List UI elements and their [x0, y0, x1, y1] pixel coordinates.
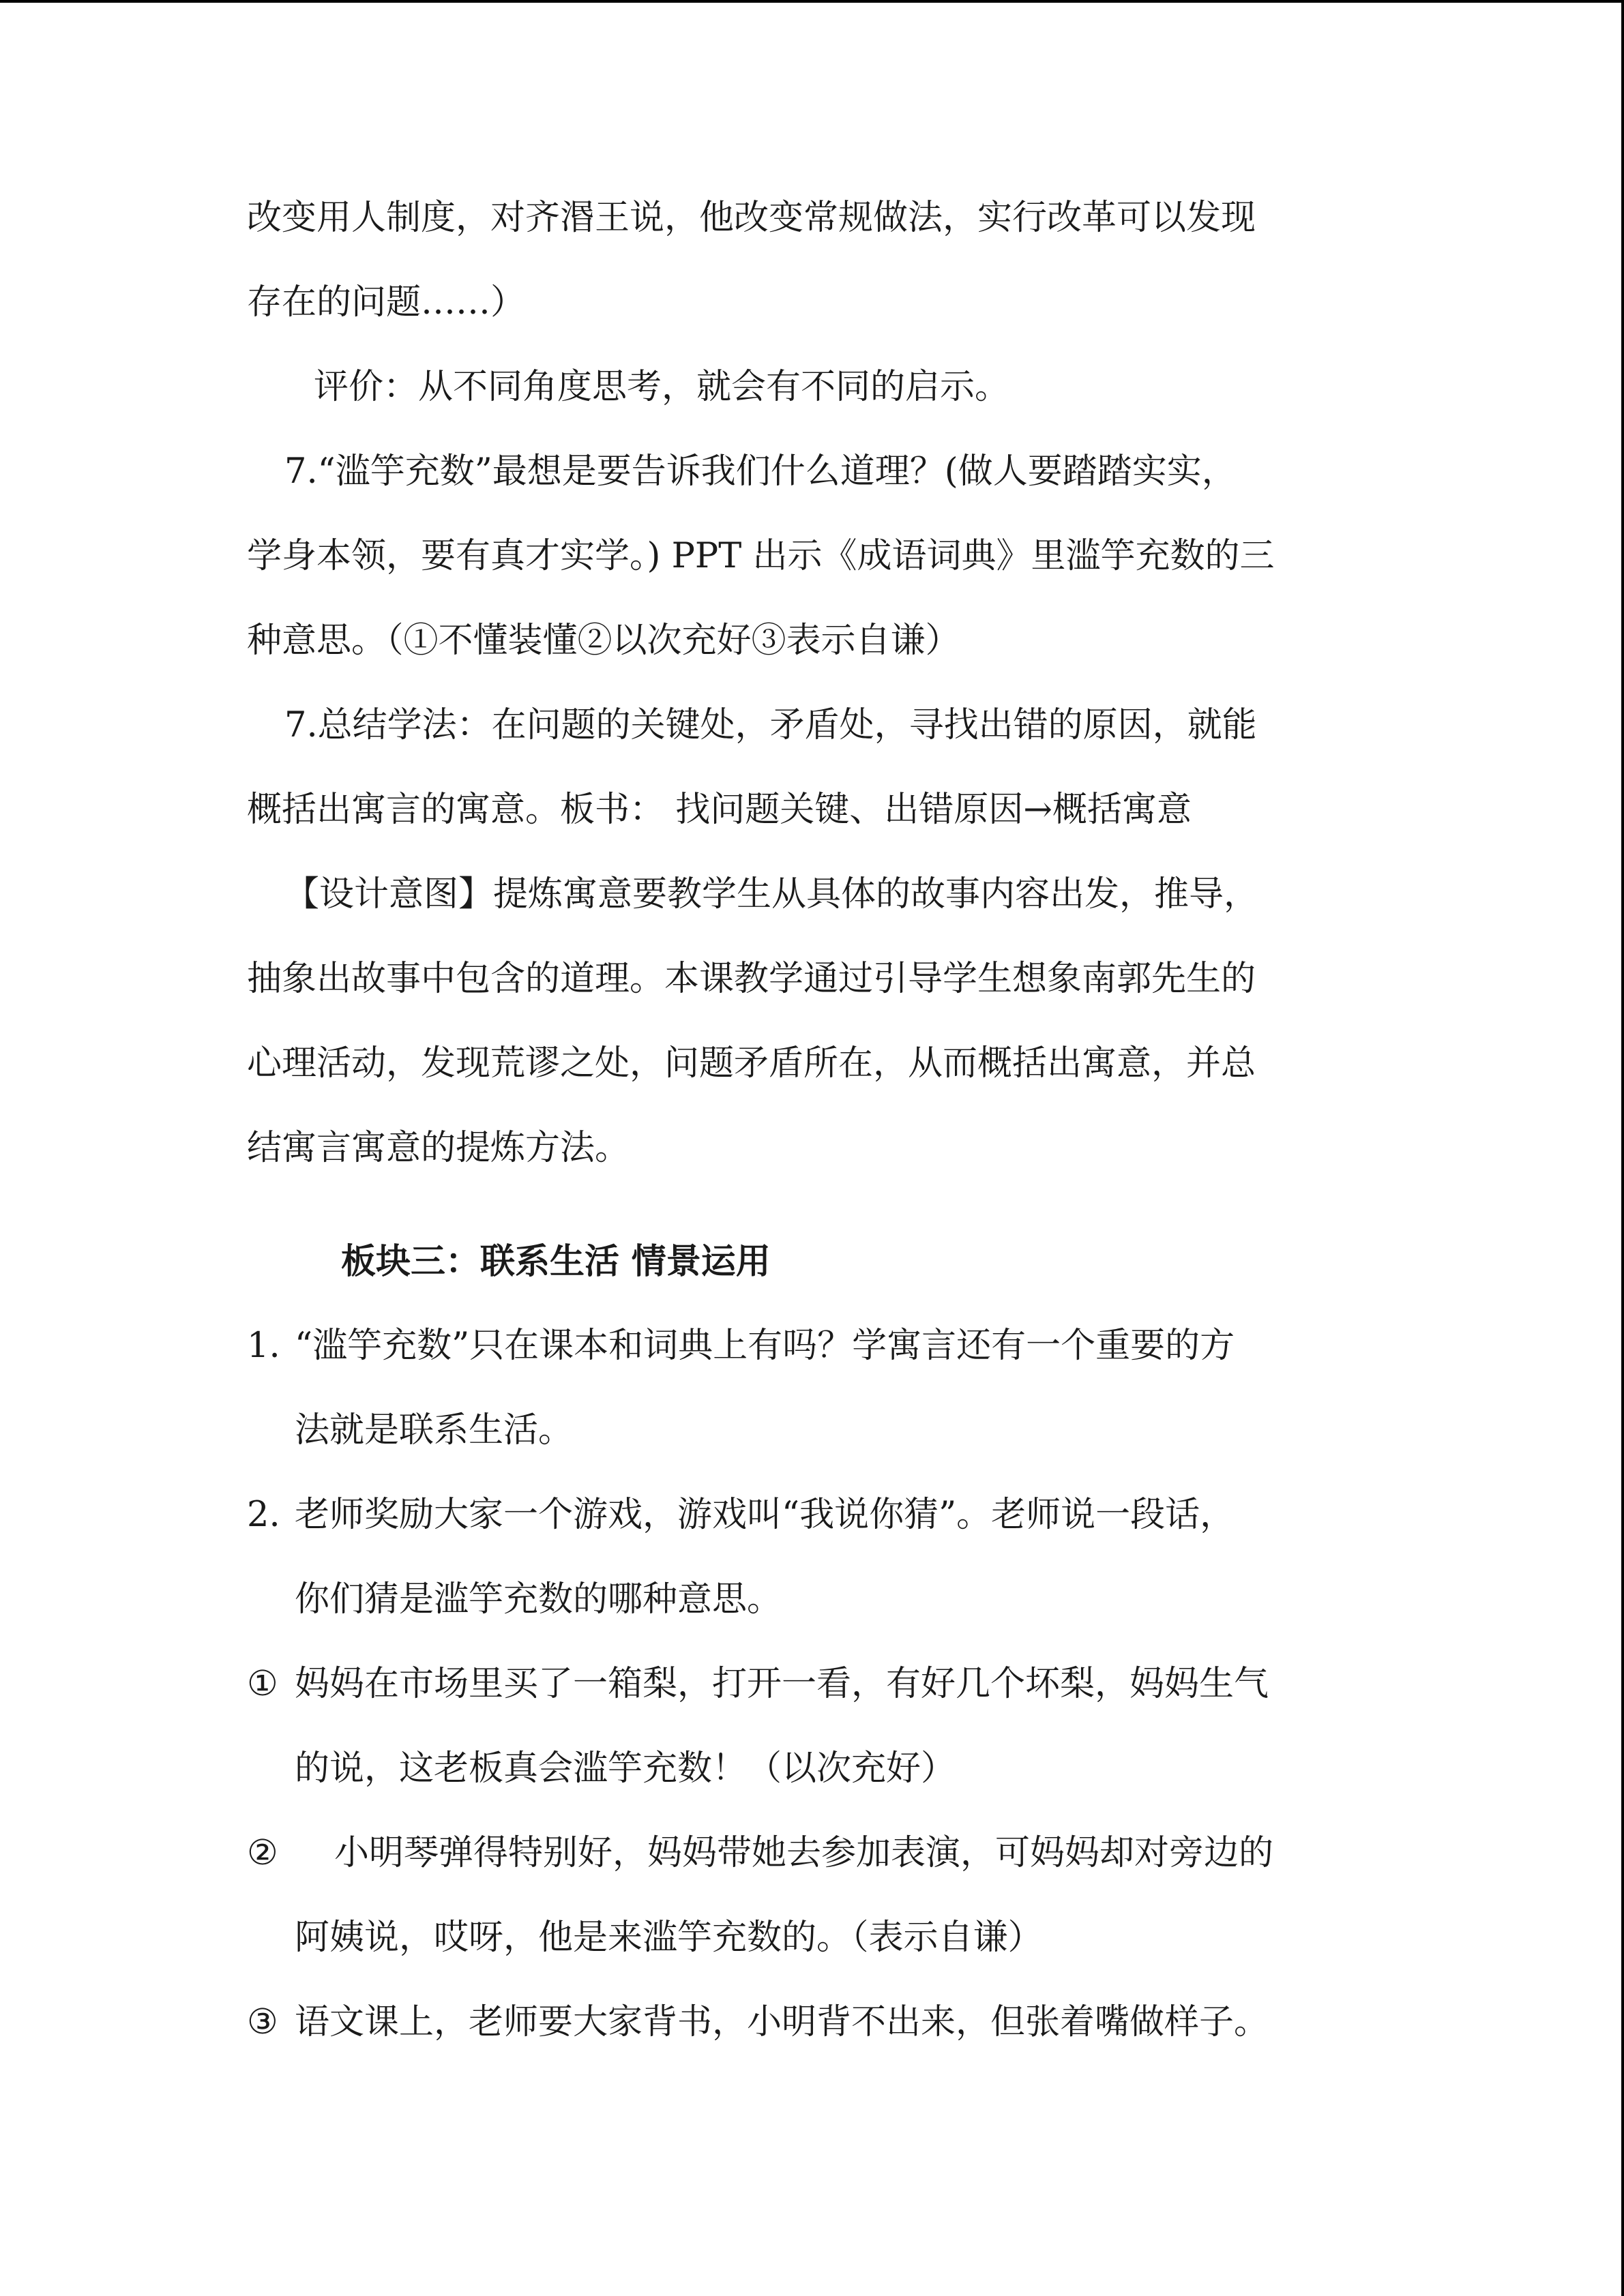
paragraph-line: 抽象出故事中包含的道理。本课教学通过引导学生想象南郭先生的	[247, 959, 1256, 999]
page-top-border	[0, 0, 1624, 3]
paragraph-line: 存在的问题……）	[247, 282, 526, 323]
paragraph-line: 改变用人制度，对齐湣王说，他改变常规做法，实行改革可以发现	[247, 198, 1256, 238]
list-item-marker: 1.	[247, 1326, 280, 1366]
list-item-marker: 2.	[247, 1495, 280, 1535]
list-item-text: 法就是联系生活。	[295, 1410, 574, 1450]
paragraph-line: 结寓言寓意的提炼方法。	[247, 1128, 630, 1168]
circled-item-marker: ①	[247, 1664, 278, 1704]
paragraph-line: 评价：从不同角度思考，就会有不同的启示。	[314, 367, 1010, 407]
circled-item-text: 妈妈在市场里买了一箱梨，打开一看，有好几个坏梨，妈妈生气	[295, 1664, 1269, 1704]
list-item-text: 你们猜是滥竽充数的哪种意思。	[295, 1579, 782, 1620]
list-item-text: “滥竽充数”只在课本和词典上有吗？学寓言还有一个重要的方	[295, 1326, 1235, 1366]
circled-item-marker: ③	[247, 2002, 278, 2042]
circled-item-text: 阿姨说，哎呀，他是来滥竽充数的。（表示自谦）	[295, 1918, 1043, 1958]
circled-item-text: 语文课上，老师要大家背书，小明背不出来，但张着嘴做样子。	[295, 2002, 1269, 2042]
paragraph-line: 种意思。（①不懂装懂②以次充好③表示自谦）	[247, 621, 960, 661]
circled-item-text: 小明琴弹得特别好，妈妈带她去参加表演，可妈妈却对旁边的	[334, 1833, 1274, 1873]
section-heading: 板块三：联系生活 情景运用	[341, 1241, 771, 1282]
paragraph-line: 7.总结学法：在问题的关键处，矛盾处，寻找出错的原因，就能	[284, 705, 1257, 745]
paragraph-line: 【设计意图】提炼寓意要教学生从具体的故事内容出发，推导，	[284, 874, 1259, 914]
circled-item-marker: ②	[247, 1833, 278, 1873]
paragraph-line: 7.“滥竽充数”最想是要告诉我们什么道理？(做人要踏踏实实，	[284, 451, 1237, 492]
list-item-text: 老师奖励大家一个游戏，游戏叫“我说你猜”。老师说一段话，	[295, 1495, 1235, 1535]
paragraph-line: 学身本领，要有真才实学。) PPT 出示《成语词典》里滥竽充数的三	[247, 536, 1275, 576]
circled-item-text: 的说，这老板真会滥竽充数！（以次充好）	[295, 1748, 956, 1789]
paragraph-line: 心理活动，发现荒谬之处，问题矛盾所在，从而概括出寓意，并总	[247, 1043, 1256, 1084]
page-right-border	[1621, 0, 1624, 2296]
paragraph-line: 概括出寓言的寓意。板书： 找问题关键、出错原因→概括寓意	[247, 790, 1192, 830]
